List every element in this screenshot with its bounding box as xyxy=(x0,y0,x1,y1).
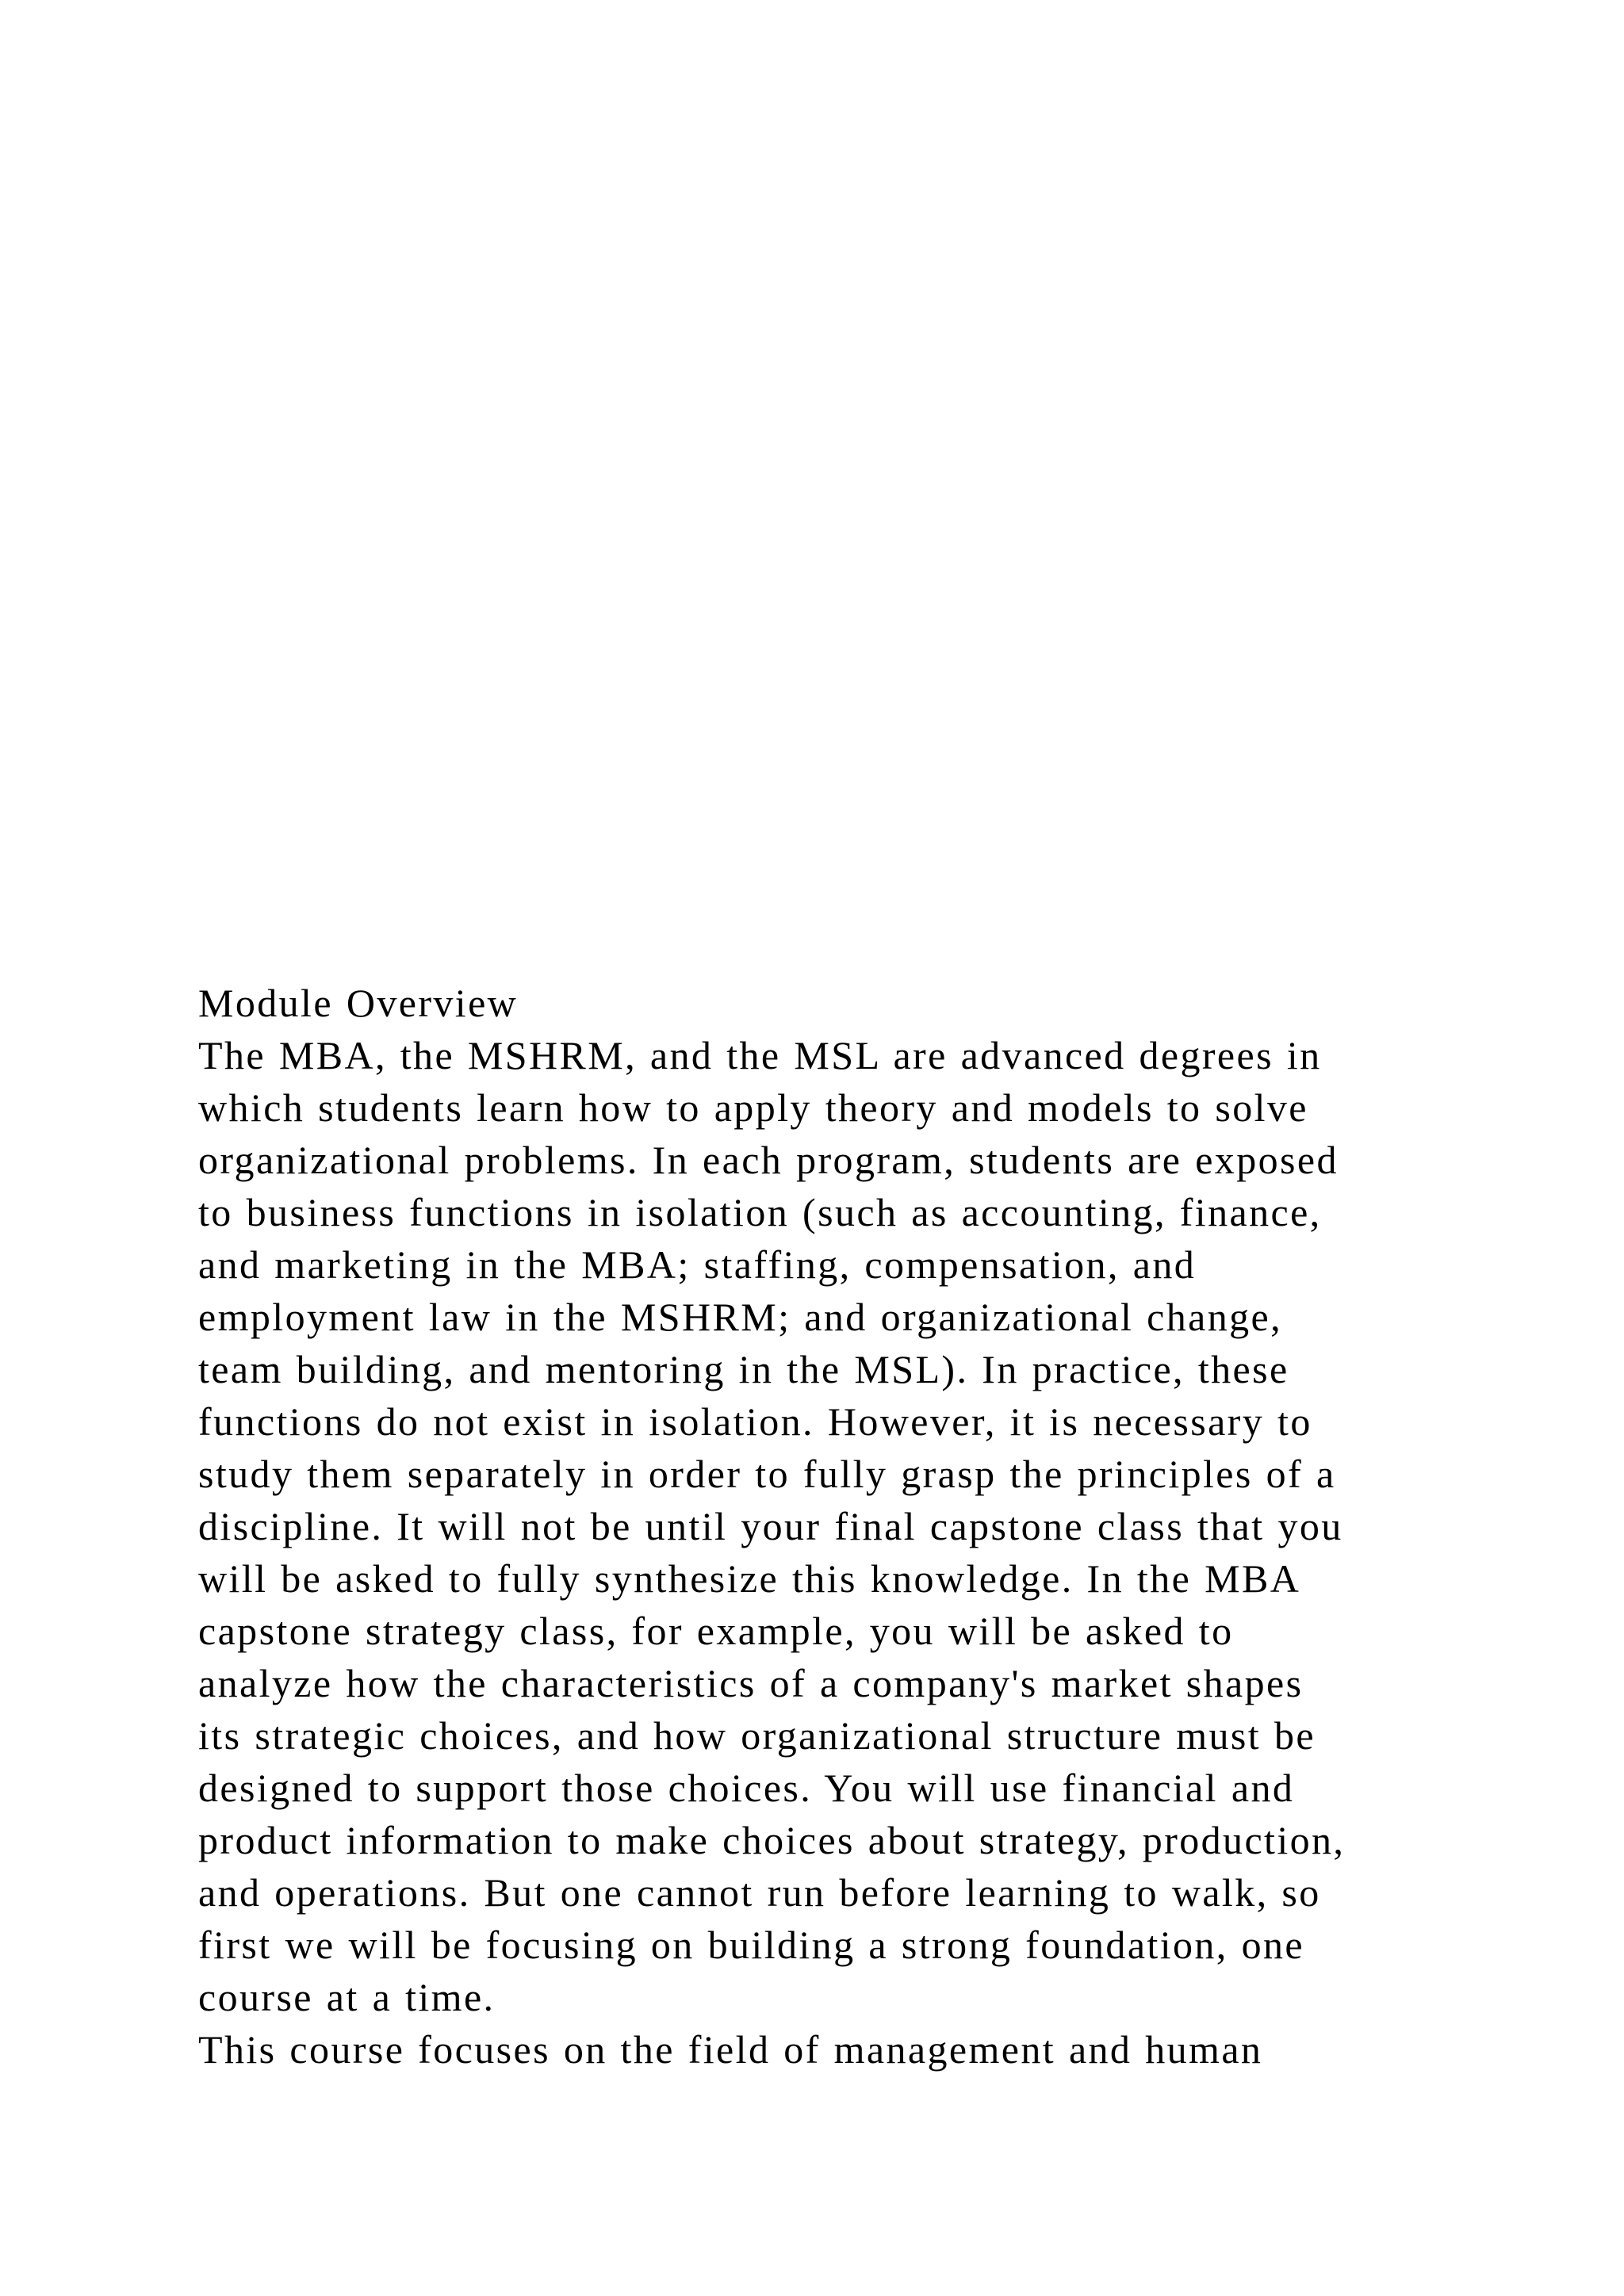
text-line: course at a time. xyxy=(198,1975,496,2019)
text-line: study them separately in order to fully grasp the principles of a xyxy=(198,1452,1336,1496)
text-line: The MBA, the MSHRM, and the MSL are advanced degrees in xyxy=(198,1033,1322,1077)
text-line: its strategic choices, and how organizational structure must be xyxy=(198,1713,1316,1758)
text-line: and operations. But one cannot run before learning to walk, so xyxy=(198,1870,1321,1915)
text-line: first we will be focusing on building a strong foundation, one xyxy=(198,1923,1304,1967)
text-line: organizational problems. In each program, students are exposed xyxy=(198,1138,1339,1182)
text-line: to business functions in isolation (such as accounting, finance, xyxy=(198,1190,1322,1234)
text-line: designed to support those choices. You will use financial and xyxy=(198,1766,1295,1810)
text-line: functions do not exist in isolation. However, it is necessary to xyxy=(198,1399,1312,1444)
text-line: discipline. It will not be until your final capstone class that you xyxy=(198,1504,1343,1548)
text-line: team building, and mentoring in the MSL). In practice, these xyxy=(198,1347,1289,1391)
text-line: analyze how the characteristics of a company's market shapes xyxy=(198,1661,1304,1705)
text-line: will be asked to fully synthesize this knowledge. In the MBA xyxy=(198,1556,1301,1601)
document-body xyxy=(198,977,1546,2076)
module-overview-heading: Module Overview xyxy=(198,981,519,1025)
text-line: capstone strategy class, for example, you will be asked to xyxy=(198,1609,1234,1653)
text-line: which students learn how to apply theory and models to solve xyxy=(198,1085,1308,1130)
text-line: product information to make choices about strategy, production, xyxy=(198,1818,1346,1862)
text-line: and marketing in the MBA; staffing, compensation, and xyxy=(198,1242,1197,1287)
text-line: employment law in the MSHRM; and organizational change, xyxy=(198,1295,1283,1339)
text-line: This course focuses on the field of management and human xyxy=(198,2027,1263,2072)
